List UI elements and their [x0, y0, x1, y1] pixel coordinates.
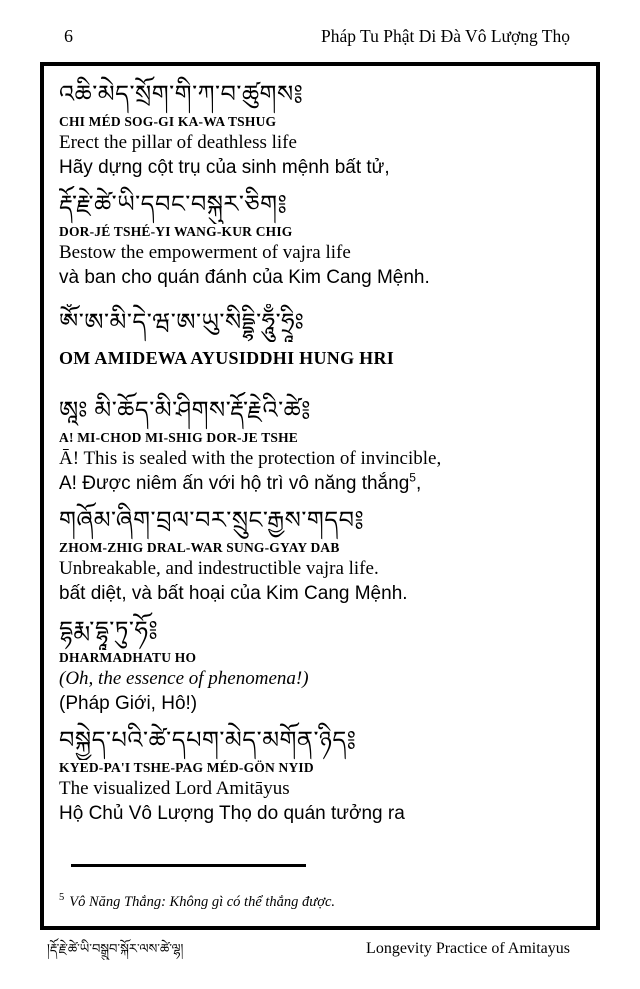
stanza-6 [59, 612, 582, 716]
english-translation-line: Bestow the empowerment of vajra life [59, 242, 351, 263]
stanza-2 [59, 186, 582, 290]
footer-english-title: Longevity Practice of Amitayus [366, 940, 570, 957]
running-header [0, 0, 640, 48]
vietnamese-translation-line: và ban cho quán đánh của Kim Cang Mệnh. [59, 267, 430, 288]
vietnamese-translation-line: Hộ Chủ Vô Lượng Thọ do quán tưởng ra [59, 803, 405, 824]
content-box [40, 62, 600, 930]
transliteration-line: KYED-PA'I TSHE-PAG MÉD-GÖN NYID [59, 760, 314, 775]
tibetan-line: ཨཱཿ མི་ཆོད་མི་ཤིགས་རྡོ་རྗེའི་ཚེ༔ [59, 398, 311, 424]
footer-tibetan-title: །རྡོ་རྗེ་ཚེ་ཡི་བསྒྲུབ་སྐོར་ལས་ཚེ་ལྷ། [47, 941, 184, 956]
vietnamese-text: A! Được niêm ấn với hộ trì vô năng thắng [59, 473, 410, 494]
stanza-7 [59, 722, 582, 826]
stanza-4 [59, 392, 582, 496]
mantra-transliteration-line: OM AMIDEWA AYUSIDDHI HUNG HRI [59, 348, 395, 368]
footnote-marker: 5 [59, 892, 65, 904]
footnote-separator-rule [71, 864, 306, 867]
transliteration-line: DHARMADHATU HO [59, 650, 197, 665]
footnote-reference: 5 [409, 470, 416, 485]
english-translation-line: Erect the pillar of deathless life [59, 132, 297, 153]
footnote-body: Vô Năng Thắng: Không gì có thể thắng được. [69, 894, 336, 910]
vietnamese-translation-line: (Pháp Giới, Hô!) [59, 693, 198, 714]
tibetan-line: རྡོ་རྗེ་ཚེ་ཡི་དབང་བསྐུར་ཅིག༔ [59, 192, 288, 218]
vietnamese-translation-line [59, 472, 582, 496]
tibetan-line: དྷརྨ་དྷཱ་ཏུ་ཧོ༔ [59, 618, 159, 644]
english-translation-line: The visualized Lord Amitāyus [59, 778, 290, 799]
tibetan-line: བསྐྱེད་པའི་ཚེ་དཔག་མེད་མགོན་ཉིད༔ [59, 728, 357, 754]
tibetan-mantra-line: ཨོཾ་ཨ་མི་དེ་ཝ་ཨ་ཡུ་སིདྡྷི་ཧཱུྃ་ཧྲཱིཿ [59, 310, 305, 336]
english-translation-line: Ā! This is sealed with the protection of invincible, [59, 448, 442, 469]
mantra-stanza [59, 304, 582, 370]
tibetan-line: འཆི་མེད་སྲོག་གི་ཀ་བ་ཚུགས༔ [59, 82, 304, 108]
transliteration-line: ZHOM-ZHIG DRAL-WAR SUNG-GYAY DAB [59, 540, 340, 555]
stanza-5 [59, 502, 582, 606]
tibetan-line: གཞོམ་ཞིག་བྲལ་བར་སྲུང་རྒྱས་གདབ༔ [59, 508, 365, 534]
footnote-area [59, 864, 582, 912]
vietnamese-translation-line: Hãy dựng cột trụ của sinh mệnh bất tử, [59, 157, 390, 178]
page-number: 6 [64, 26, 73, 46]
vietnamese-text: , [415, 473, 422, 494]
english-translation-line: (Oh, the essence of phenomena!) [59, 668, 309, 689]
transliteration-line: CHI MÉD SOG-GI KA-WA TSHUG [59, 114, 277, 129]
running-header-title: Pháp Tu Phật Di Đà Vô Lượng Thọ [320, 26, 570, 46]
footnote [59, 888, 582, 912]
transliteration-line: A! MI-CHOD MI-SHIG DOR-JE TSHE [59, 430, 299, 445]
page-footer [0, 930, 640, 960]
english-translation-line: Unbreakable, and indestructible vajra life. [59, 558, 379, 579]
stanza-1 [59, 76, 582, 180]
transliteration-line: DOR-JÉ TSHÉ-YI WANG-KUR CHIG [59, 224, 293, 239]
vietnamese-translation-line: bất diệt, và bất hoại của Kim Cang Mệnh. [59, 583, 408, 604]
